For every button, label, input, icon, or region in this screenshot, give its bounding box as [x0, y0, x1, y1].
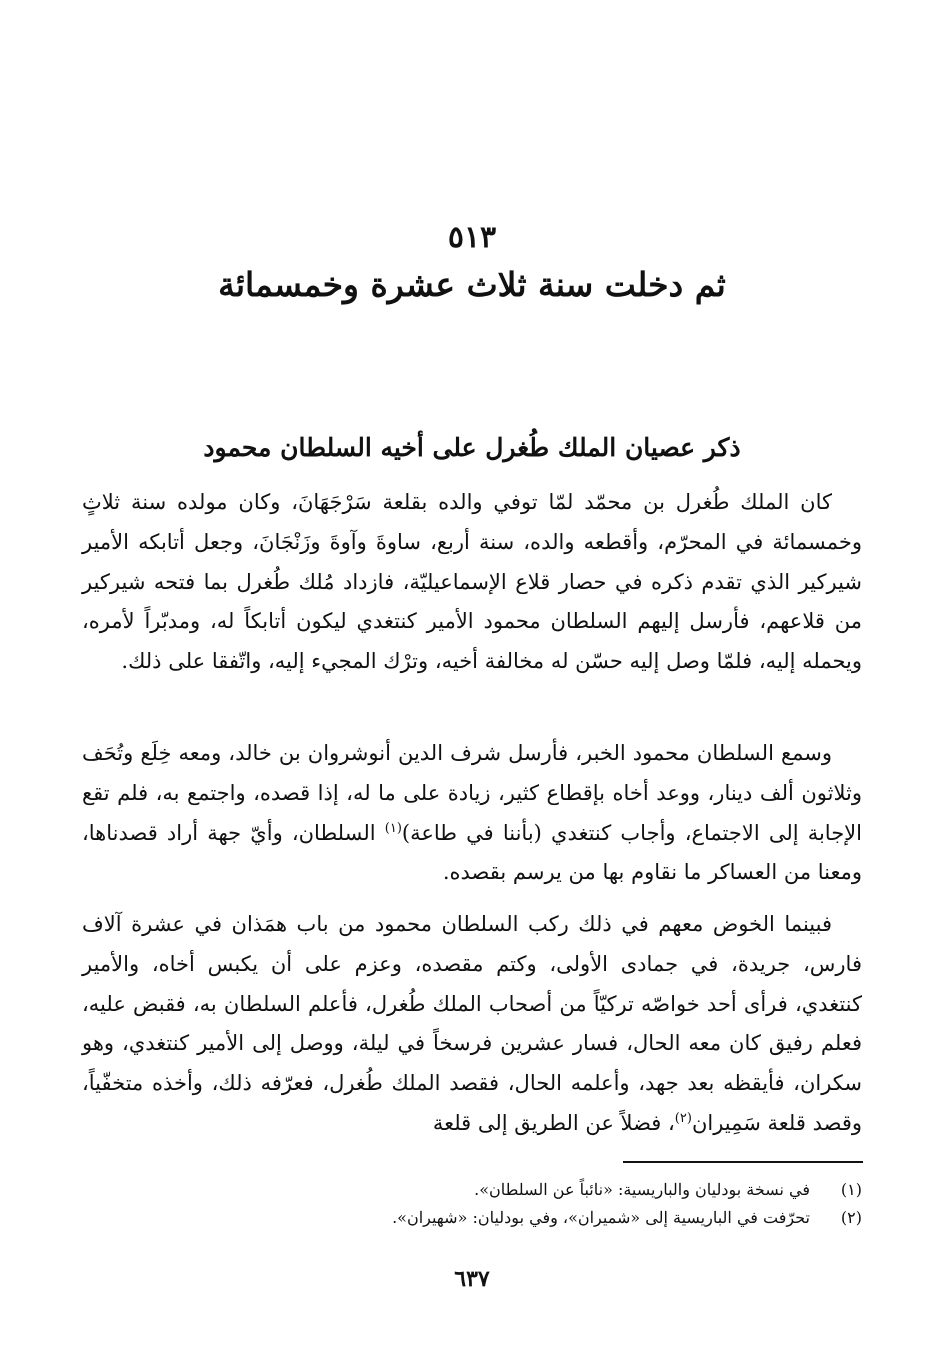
paragraph-2-text-before: وسمع السلطان محمود الخبر، فأرسل شرف الدين أنوشروان بن خالد، ومعه خِلَع وتُحَف وثلاثون ألف دينار، ووعد أخاه بإقطاع كثير، زيادة على ما له، إذا قصده، واجتمع به، فلم تقع الإجابة إلى الاجتماع، وأجاب كنتغدي (بأننا في طاعة) [82, 741, 862, 845]
footnote-ref-2: (٢) [674, 1110, 692, 1126]
footnote-number: (٢) [840, 1208, 862, 1227]
footnotes [300, 1176, 862, 1232]
year-number: ٥١٣ [447, 220, 497, 255]
footnote-separator [623, 1161, 863, 1163]
footnote-text: في نسخة بودليان والباريسية: «نائباً عن السلطان». [474, 1180, 810, 1199]
paragraph-1-text: كان الملك طُغرل بن محمّد لمّا توفي والده بقلعة سَرْجَهَانَ، وكان مولده سنة ثلاثٍ وخمسمائة في المحرّم، وأقطعه والده، سنة أربع، ساوةَ وآوةَ وزَنْجَانَ، وجعل أتابكه الأمير شيركير الذي تقدم ذكره في حصار قلاع الإسماعيليّة، فازداد مُلك طُغرل بما فتحه شيركير من قلاعهم، فأرسل إليهم السلطان محمود الأمير كنتغدي ليكون أتابكاً له، ومدبّراً لأمره، ويحمله إليه، فلمّا وصل إليه حسّن له مخالفة أخيه، وترْك المجيء إليه، واتّفقا على ذلك. [82, 490, 862, 674]
footnote-text: تحرّفت في الباريسية إلى «شميران»، وفي بودليان: «شهيران». [392, 1208, 810, 1227]
chapter-title: ثم دخلت سنة ثلاث عشرة وخمسمائة [218, 265, 726, 304]
paragraph-2-text-after: السلطان، وأيّ جهة أراد قصدناها، ومعنا من العساكر ما نقاوم بها من يرسم بقصده. [82, 820, 862, 885]
paragraph-3-text-after: ، فضلاً عن الطريق إلى قلعة [432, 1110, 675, 1135]
footnote-2 [300, 1204, 862, 1232]
paragraph-3 [82, 905, 862, 1144]
footnote-ref-1: (١) [384, 820, 402, 836]
paragraph-2 [82, 734, 862, 893]
paragraph-1 [82, 483, 862, 682]
footnote-number: (١) [840, 1180, 862, 1199]
footnote-1 [300, 1176, 862, 1204]
page-number: ٦٣٧ [454, 1266, 490, 1292]
section-heading: ذكر عصيان الملك طُغرل على أخيه السلطان محمود [203, 433, 741, 462]
paragraph-3-text-before: فبينما الخوض معهم في ذلك ركب السلطان محمود من باب همَذان في عشرة آلاف فارس، جريدة، في جمادى الأولى، وكتم مقصده، وعزم على أن يكبس أخاه، والأمير كنتغدي، فرأى أحد خواصّه تركيّاً من أصحاب الملك طُغرل، فأعلم السلطان به، فقبض عليه، فعلم رفيق كان معه الحال، فسار عشرين فرسخاً في ليلة، ووصل إلى الأمير كنتغدي، وهو سكران، فأيقظه بعد جهد، وأعلمه الحال، فقصد الملك طُغرل، فعرّفه ذلك، وأخذه متخفّياً، وقصد قلعة سَمِيران [82, 912, 862, 1135]
